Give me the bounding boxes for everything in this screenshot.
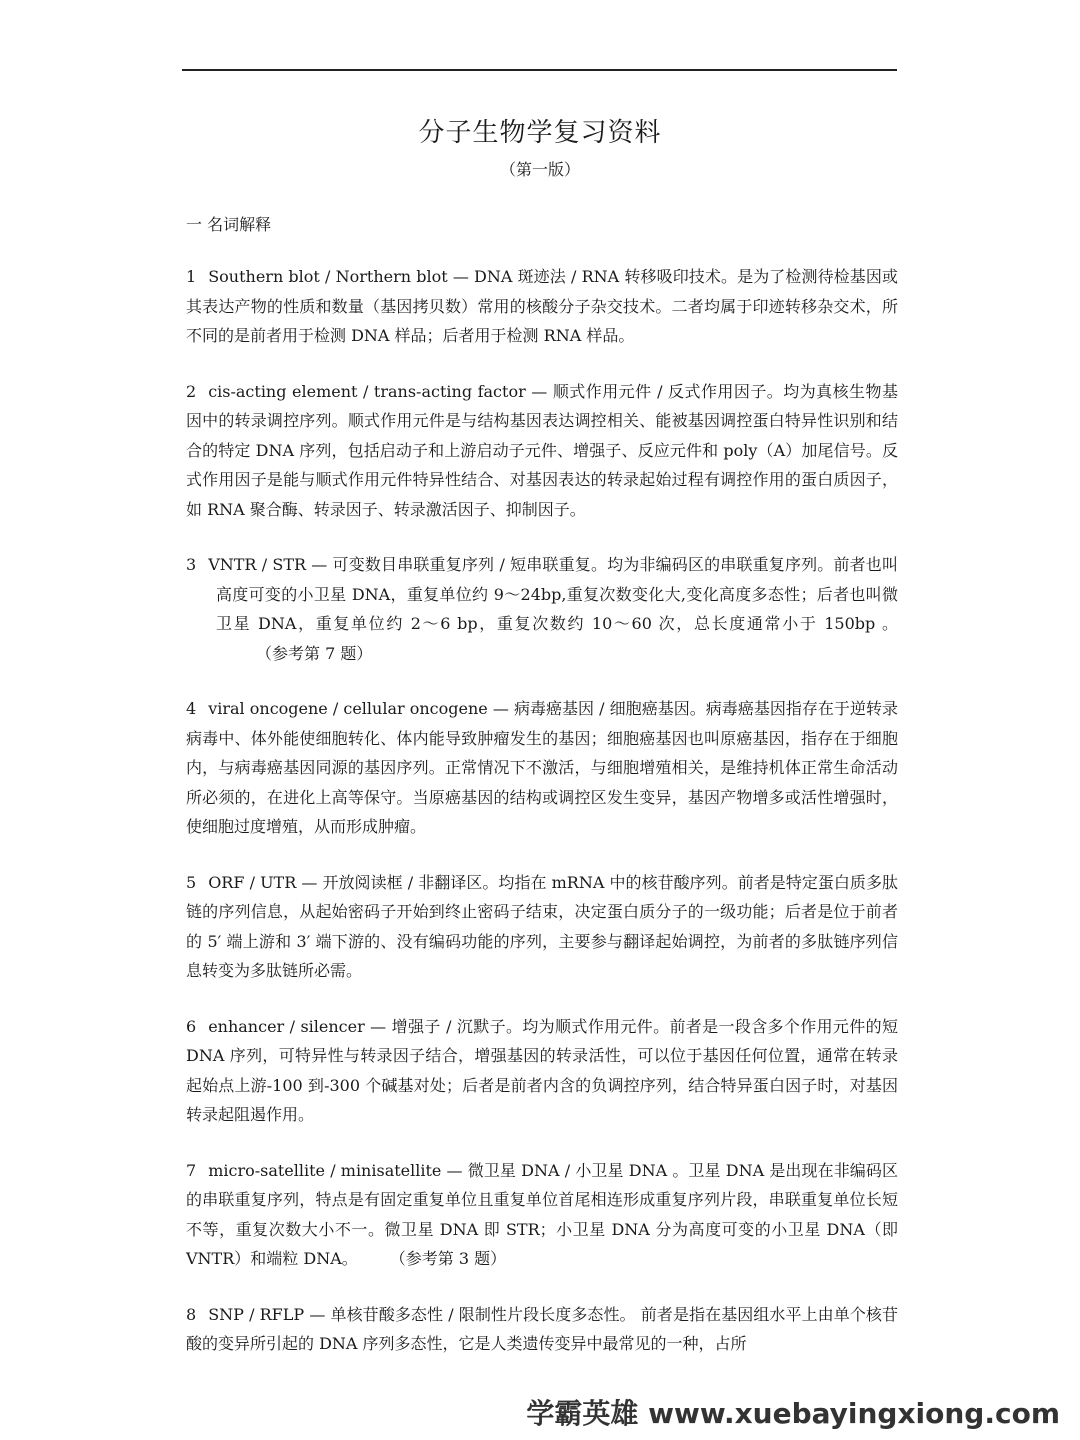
entry-definition: 卫星 DNA 是出现在非编码区的串联重复序列，特点是有固定重复单位且重复单位首尾相连形成重复序列片段，串联重复单位长短不等，重复次数大小不一。微卫星 DNA 即 STR；小卫星 DNA 分为高度可变的小卫星 DNA（即 VNTR）和端粒 DNA。 — [186, 1160, 898, 1268]
entry-number: 3 — [186, 555, 197, 574]
entry-terms: enhancer / silencer — 增强子 / 沉默子。 — [208, 1016, 523, 1036]
document-subtitle: （第一版） — [499, 160, 580, 179]
entry-number: 2 — [186, 381, 197, 401]
entry-reference: （参考第 3 题） — [397, 1249, 507, 1268]
entry-definition: 均为顺式作用元件。前者是一段含多个作用元件的短 DNA 序列，可特异性与转录因子结合，增强基因的转录活性，可以位于基因任何位置，通常在转录起始点上游-100 到-300 个碱基对处；后者是前者内含的负调控序列，结合特异蛋白因子时，对基因转录起阻遏作用。 — [186, 1016, 898, 1124]
entry-terms: Southern blot / Northern blot — DNA 斑迹法 / RNA 转移吸印技术。 — [208, 267, 738, 286]
glossary-entry — [186, 1300, 898, 1359]
glossary-entry — [186, 377, 898, 525]
section-heading: 一 名词解释 — [186, 215, 272, 234]
entry-definition: 是为了检测待检基因或其表达产物的性质和数量（基因拷贝数）常用的核酸分子杂交技术。二者均属于印迹转移杂交术，所不同的是前者用于检测 DNA 样品；后者用于检测 RNA 样品。 — [186, 267, 898, 345]
glossary-entry — [186, 262, 898, 351]
watermark-text: 学霸英雄 www.xuebayingxiong.com — [526, 1397, 1060, 1430]
glossary-entry — [186, 550, 898, 668]
entry-number: 8 — [186, 1304, 197, 1324]
entry-terms: ORF / UTR — 开放阅读框 / 非翻译区。 — [208, 872, 499, 892]
glossary-entry — [186, 1012, 898, 1130]
header-rule — [182, 69, 897, 71]
entry-definition: 病毒癌基因指存在于逆转录病毒中、体外能使细胞转化、体内能导致肿瘤发生的基因；细胞癌基因也叫原癌基因，指存在于细胞内，与病毒癌基因同源的基因序列。正常情况下不激活，与细胞增殖相关，是维持机体正常生命活动所必须的，在进化上高等保守。当原癌基因的结构或调控区发生变异，基因产物增多或活性增强时，使细胞过度增殖，从而形成肿瘤。 — [186, 699, 898, 836]
entry-number: 7 — [186, 1160, 197, 1180]
entry-terms: cis-acting element / trans-acting factor — 顺式作用元件 / 反式作用因子。 — [208, 381, 784, 401]
document-title: 分子生物学复习资料 — [418, 118, 662, 148]
entry-definition: 均指在 mRNA 中的核苷酸序列。前者是特定蛋白质多肽链的序列信息，从起始密码子开始到终止密码子结束，决定蛋白质分子的一级功能；后者是位于前者的 5′ 端上游和 3′ 端下游的、没有编码功能的序列，主要参与翻译起始调控，为前者的多肽链序列信息转变为多肽链所必需。 — [186, 872, 898, 980]
entry-number: 5 — [186, 872, 197, 892]
entry-number: 4 — [186, 699, 197, 718]
entry-definition: 均为真核生物基因中的转录调控序列。顺式作用元件是与结构基因表达调控相关、能被基因调控蛋白特异性识别和结合的特定 DNA 序列，包括启动子和上游启动子元件、增强子、反应元件和 poly（A）加尾信号。反式作用因子是能与顺式作用元件特异性结合、对基因表达的转录起始过程有调控作用的蛋白质因子，如 RNA 聚合酶、转录因子、转录激活因子、抑制因子。 — [186, 381, 898, 519]
glossary-entry — [186, 1156, 898, 1274]
entry-definition: 均为非编码区的串联重复序列。前者也叫高度可变的小卫星 DNA，重复单位约 9～24bp,重复次数变化大,变化高度多态性；后者也叫微卫星 DNA，重复单位约 2～6 bp，重复次数约 10～60 次，总长度通常小于 150bp 。 — [216, 555, 898, 633]
entry-terms: VNTR / STR — 可变数目串联重复序列 / 短串联重复。 — [208, 555, 608, 574]
entry-terms: viral oncogene / cellular oncogene — 病毒癌基因 / 细胞癌基因。 — [208, 699, 706, 718]
glossary-entries — [186, 262, 898, 1359]
entry-definition: 前者是指在基因组水平上由单个核苷酸的变异所引起的 DNA 序列多态性，它是人类遗传变异中最常见的一种，占所 — [186, 1304, 898, 1353]
entry-terms: SNP / RFLP — 单核苷酸多态性 / 限制性片段长度多态性。 — [208, 1304, 636, 1324]
entry-number: 6 — [186, 1016, 197, 1036]
entry-number: 1 — [186, 267, 197, 286]
glossary-entry — [186, 868, 898, 986]
entry-terms: micro-satellite / minisatellite — 微卫星 DNA / 小卫星 DNA 。 — [208, 1160, 689, 1180]
glossary-entry — [186, 694, 898, 842]
entry-reference: （参考第 7 题） — [256, 643, 373, 663]
